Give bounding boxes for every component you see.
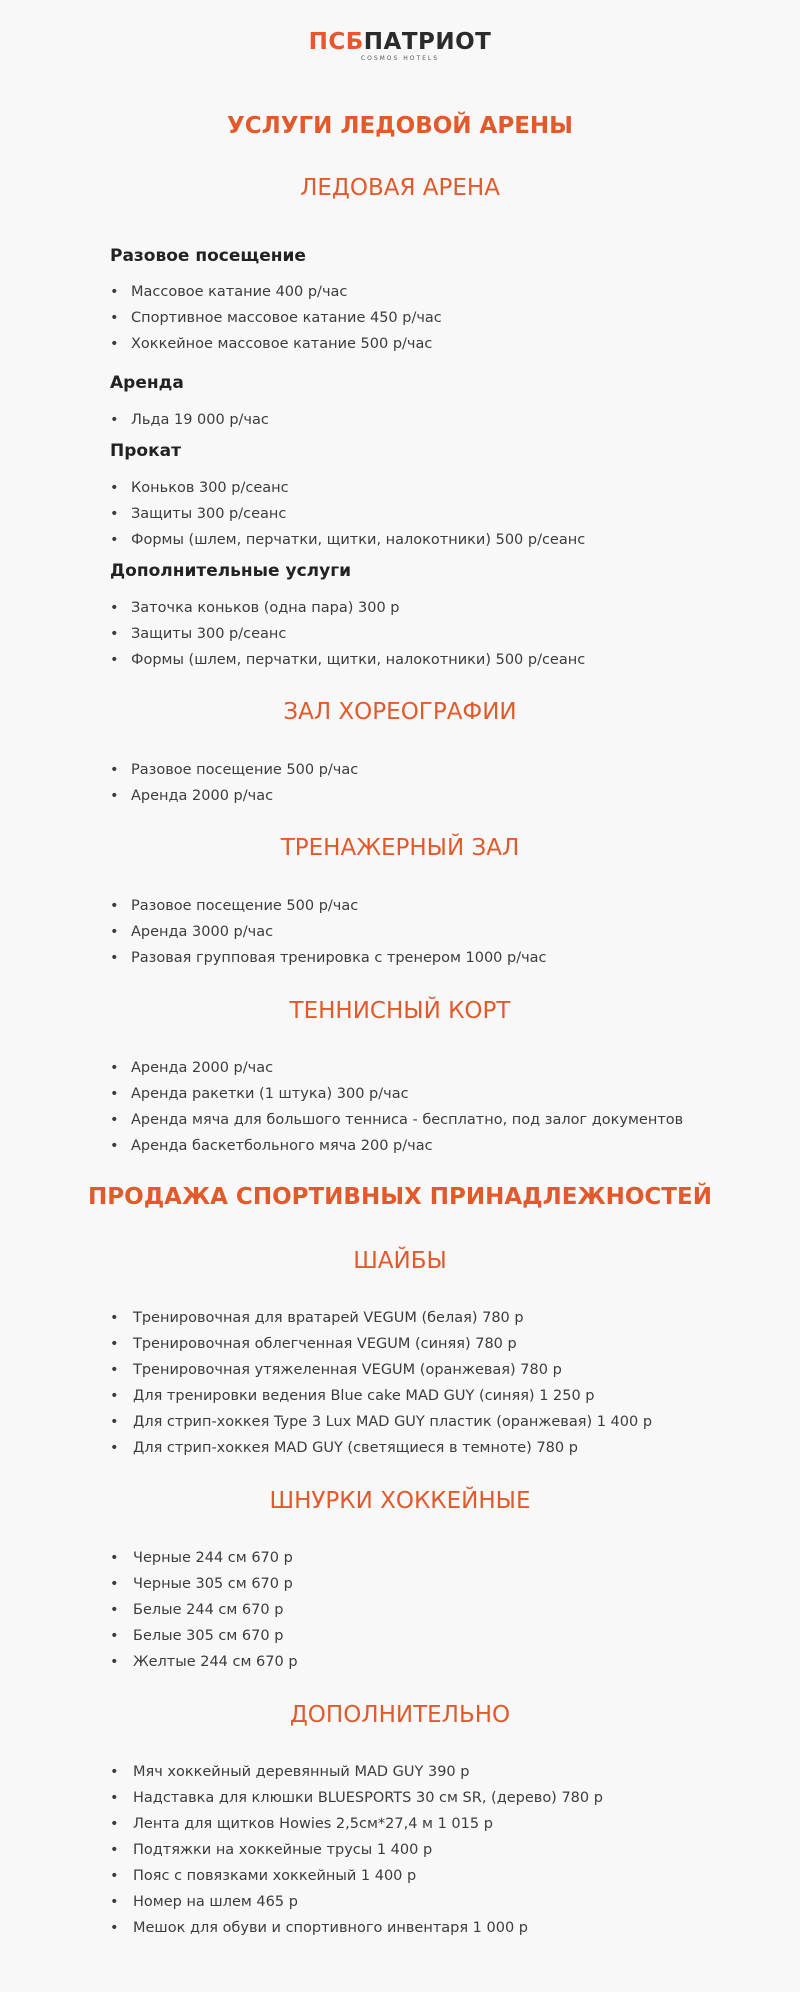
subheading-rent: Аренда [110,373,184,393]
sales-title: ПРОДАЖА СПОРТИВНЫХ ПРИНАДЛЕЖНОСТЕЙ [88,1184,712,1210]
list-item: • Для стрип-хоккея Type 3 Lux MAD GUY пластик (оранжевая) 1 400 р [110,1409,652,1435]
list-item: • Разовая групповая тренировка с тренером 1000 р/час [110,945,547,971]
section-title-gym: ТРЕНАЖЕРНЫЙ ЗАЛ [280,835,520,861]
list-choreography [110,757,358,809]
list-item: • Массовое катание 400 р/час [110,279,442,305]
page-title: УСЛУГИ ЛЕДОВОЙ АРЕНЫ [227,113,573,139]
section-title-choreography: ЗАЛ ХОРЕОГРАФИИ [283,699,517,725]
list-additional [110,1759,603,1941]
list-item: • Лента для щитков Howies 2,5см*27,4 м 1 015 р [110,1811,603,1837]
list-item: • Формы (шлем, перчатки, щитки, налокотники) 500 р/сеанс [110,527,585,553]
list-item: • Коньков 300 р/сеанс [110,475,585,501]
list-item: • Для тренировки ведения Blue cake MAD GUY (синяя) 1 250 р [110,1383,652,1409]
list-item: • Аренда 3000 р/час [110,919,547,945]
section-title-ice-arena: ЛЕДОВАЯ АРЕНА [300,175,500,201]
brand-logo[interactable] [0,30,800,63]
list-item: • Тренировочная утяжеленная VEGUM (оранжевая) 780 р [110,1357,652,1383]
list-rent [110,407,269,433]
subheading-extra-services: Дополнительные услуги [110,561,351,581]
list-item: • Заточка коньков (одна пара) 300 р [110,595,585,621]
section-title-additional: ДОПОЛНИТЕЛЬНО [289,1702,511,1728]
list-item: • Разовое посещение 500 р/час [110,893,547,919]
list-item: • Тренировочная облегченная VEGUM (синяя) 780 р [110,1331,652,1357]
list-item: • Пояс с повязками хоккейный 1 400 р [110,1863,603,1889]
logo-wordmark [0,30,800,54]
section-title-tennis: ТЕННИСНЫЙ КОРТ [289,998,511,1024]
list-laces [110,1545,298,1675]
list-item: • Аренда баскетбольного мяча 200 р/час [110,1133,683,1159]
subheading-single-visit: Разовое посещение [110,246,306,266]
list-item: • Для стрип-хоккея MAD GUY (светящиеся в темноте) 780 р [110,1435,652,1461]
list-extra-services [110,595,585,673]
list-item: • Номер на шлем 465 р [110,1889,603,1915]
list-item: • Белые 244 см 670 р [110,1597,298,1623]
list-item: • Аренда ракетки (1 штука) 300 р/час [110,1081,683,1107]
list-pucks [110,1305,652,1461]
list-item: • Белые 305 см 670 р [110,1623,298,1649]
list-item: • Черные 305 см 670 р [110,1571,298,1597]
list-tennis [110,1055,683,1159]
list-gym [110,893,547,971]
list-item: • Надставка для клюшки BLUESPORTS 30 см SR, (дерево) 780 р [110,1785,603,1811]
list-item: • Аренда 2000 р/час [110,1055,683,1081]
list-hire [110,475,585,553]
logo-subtitle: COSMOS HOTELS [360,55,440,62]
list-item: • Тренировочная для вратарей VEGUM (белая) 780 р [110,1305,652,1331]
list-item: • Разовое посещение 500 р/час [110,757,358,783]
list-item: • Подтяжки на хоккейные трусы 1 400 р [110,1837,603,1863]
list-item: • Защиты 300 р/сеанс [110,621,585,647]
list-single-visit [110,279,442,357]
list-item: • Аренда мяча для большого тенниса - бесплатно, под залог документов [110,1107,683,1133]
list-item: • Льда 19 000 р/час [110,407,269,433]
section-title-laces: ШНУРКИ ХОККЕЙНЫЕ [269,1488,531,1514]
list-item: • Хоккейное массовое катание 500 р/час [110,331,442,357]
list-item: • Защиты 300 р/сеанс [110,501,585,527]
subheading-hire: Прокат [110,441,181,461]
list-item: • Формы (шлем, перчатки, щитки, налокотники) 500 р/сеанс [110,647,585,673]
logo-patriot: ПАТРИОТ [363,29,492,55]
list-item: • Аренда 2000 р/час [110,783,358,809]
list-item: • Черные 244 см 670 р [110,1545,298,1571]
logo-psb: ПСБ [308,29,364,55]
list-item: • Желтые 244 см 670 р [110,1649,298,1675]
list-item: • Мешок для обуви и спортивного инвентаря 1 000 р [110,1915,603,1941]
section-title-pucks: ШАЙБЫ [353,1248,447,1274]
list-item: • Спортивное массовое катание 450 р/час [110,305,442,331]
list-item: • Мяч хоккейный деревянный MAD GUY 390 р [110,1759,603,1785]
